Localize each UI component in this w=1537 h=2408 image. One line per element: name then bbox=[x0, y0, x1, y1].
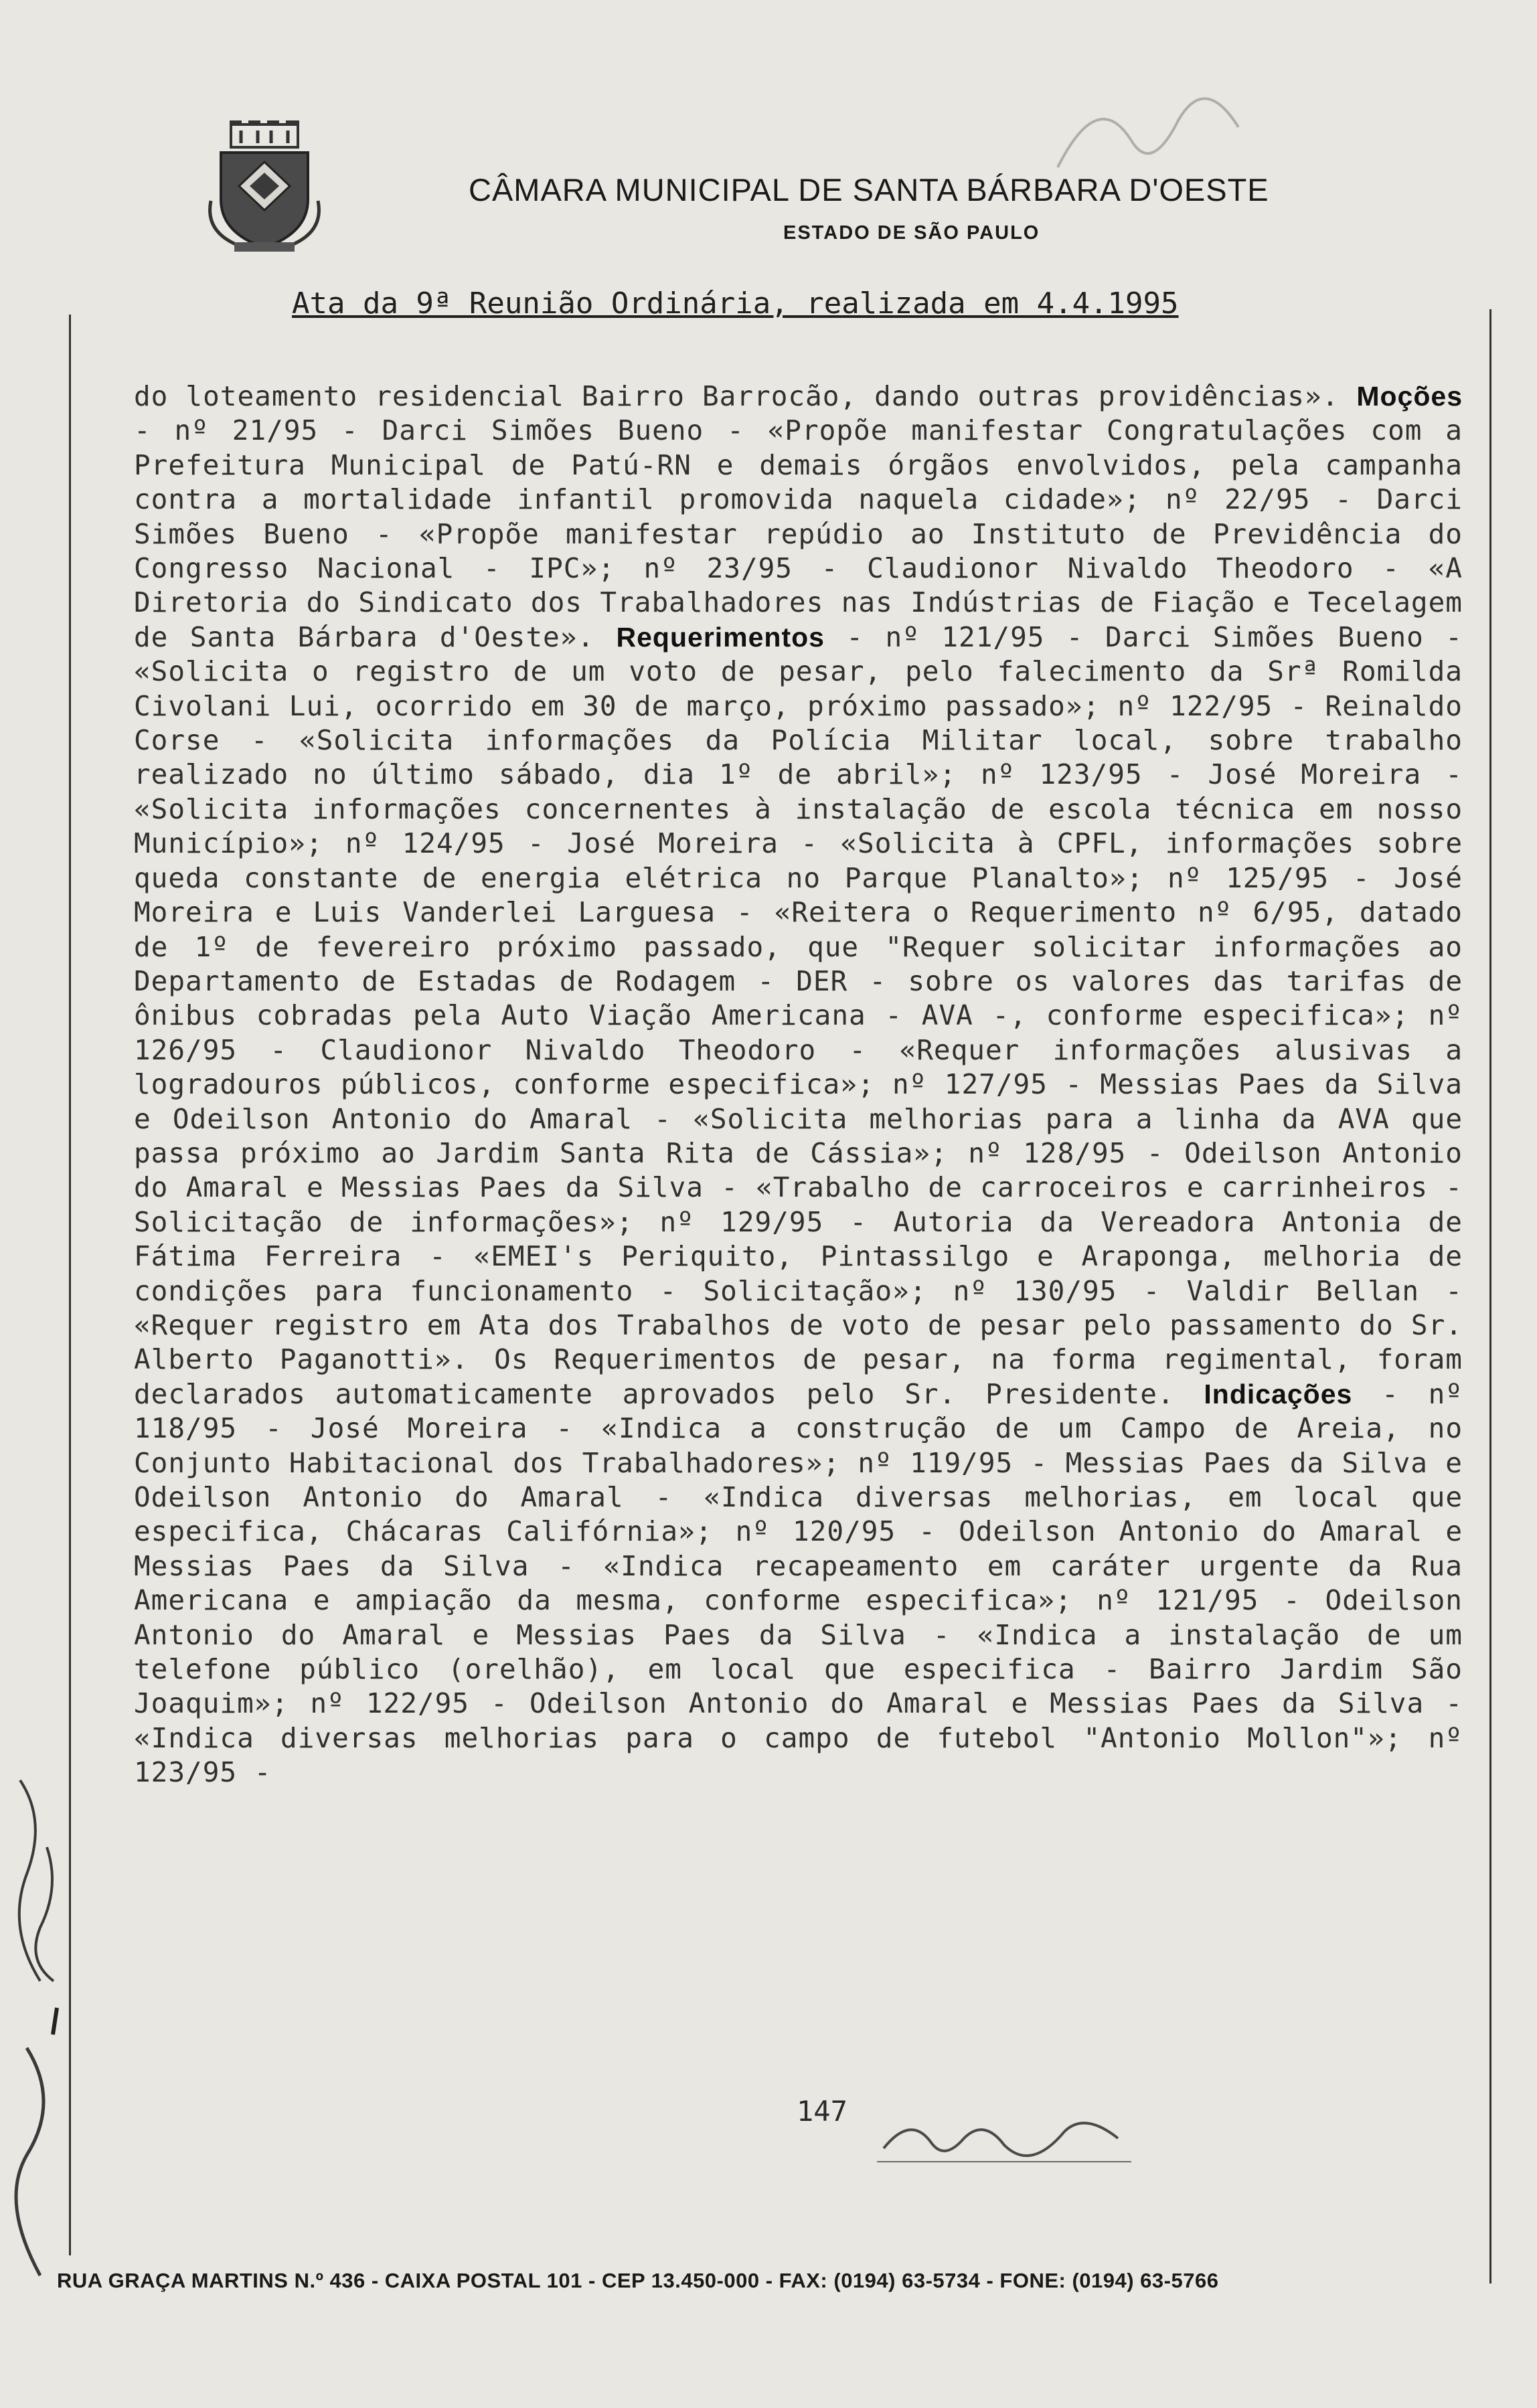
body-mocoes: - nº 21/95 - Darci Simões Bueno - «Propõe manifestar Congratulações com a Prefeitura Municipal de Patú-RN e demais órgãos envolvidos, pela campanha contra a mortalidade infantil promovida naquela cidade»; nº 22/95 - Darci Simões Bueno - «Propõe manifestar repúdio ao Instituto de Previdência do Congresso Nacional - IPC»; nº 23/95 - Claudionor Nivaldo Theodoro - «A Diretoria do Sindicato dos Trabalhadores nas Indústrias de Fiação e Tecelagem de Santa Bárbara d'Oeste». bbox=[134, 414, 1463, 653]
body-intro: do loteamento residencial Bairro Barrocão, dando outras providências». bbox=[134, 380, 1357, 412]
body-requerimentos: - nº 121/95 - Darci Simões Bueno - «Solicita o registro de um voto de pesar, pelo falecimento da Srª Romilda Civolani Lui, ocorrido em 30 de março, próximo passado»; nº 122/95 - Reinaldo Corse - «Solicita informações da Polícia Militar local, sobre trabalho realizado no último sábado, dia 1º de abril»; nº 123/95 - José Moreira - «Solicita informações concernentes à instalação de escola técnica em nosso Município»; nº 124/95 - José Moreira - «Solicita à CPFL, informações sobre queda constante de energia elétrica no Parque Planalto»; nº 125/95 - José Moreira e Luis Vanderlei Larguesa - «Reitera o Requerimento nº 6/95, datado de 1º de fevereiro próximo passado, que "Requer solicitar informações ao Departamento de Estadas de Rodagem - DER - sobre os valores das tarifas de ônibus cobradas pela Auto Viação Americana - AVA -, conforme especifica»; nº 126/95 - Claudionor Nivaldo Theodoro - «Requer informações alusivas a logradouros públicos, conforme especifica»; nº 127/95 - Messias Paes da Silva e Odeilson Antonio do Amaral - «Solicita melhorias para a linha da AVA que passa próximo ao Jardim Santa Rita de Cássia»; nº 128/95 - Odeilson Antonio do Amaral e Messias Paes da Silva - «Trabalho de carroceiros e carrinheiros - Solicitação de informações»; nº 129/95 - Autoria da Vereadora Antonia de Fátima Ferreira - «EMEI's Periquito, Pintassilgo e Araponga, melhoria de condições para funcionamento - Solicitação»; nº 130/95 - Valdir Bellan - «Requer registro em Ata dos Trabalhos de voto de pesar pelo passamento do Sr. Alberto Paganotti». Os Requerimentos de pesar, na forma regimental, foram declarados automaticamente aprovados pelo Sr. Presidente. bbox=[134, 620, 1463, 1410]
margin-signatures bbox=[0, 1767, 74, 2289]
page-number: 147 bbox=[797, 2095, 847, 2128]
body-indicacoes: - nº 118/95 - José Moreira - «Indica a construção de um Campo de Areia, no Conjunto Habitacional dos Trabalhadores»; nº 119/95 - Messias Paes da Silva e Odeilson Antonio do Amaral - «Indica diversas melhorias, em local que especifica, Chácaras Califórnia»; nº 120/95 - Odeilson Antonio do Amaral e Messias Paes da Silva - «Indica recapeamento em caráter urgente da Rua Americana e ampiação da mesma, conforme especifica»; nº 121/95 - Odeilson Antonio do Amaral e Messias Paes da Silva - «Indica a instalação de um telefone público (orelhão), em local que especifica - Bairro Jardim São Joaquim»; nº 122/95 - Odeilson Antonio do Amaral e Messias Paes da Silva - «Indica diversas melhorias para o campo de futebol "Antonio Mollon"»; nº 123/95 - bbox=[134, 1377, 1463, 1789]
signature-scribble-bottom bbox=[870, 2101, 1151, 2175]
minutes-body bbox=[134, 379, 1463, 1790]
footer-address: RUA GRAÇA MARTINS N.º 436 - CAIXA POSTAL 101 - CEP 13.450-000 - FAX: (0194) 63-5734 - FONE: (0194) 63-5766 bbox=[57, 2269, 1219, 2292]
section-heading-mocoes: Moções bbox=[1356, 381, 1463, 412]
margin-rule-right bbox=[1489, 309, 1491, 2284]
minutes-subject: Ata da 9ª Reunião Ordinária, realizada em 4.4.1995 bbox=[292, 286, 1179, 321]
signature-scribble-top bbox=[1044, 60, 1285, 194]
section-heading-indicacoes: Indicações bbox=[1204, 1378, 1353, 1409]
section-heading-requerimentos: Requerimentos bbox=[616, 621, 825, 653]
institution-title: CÂMARA MUNICIPAL DE SANTA BÁRBARA D'OESTE bbox=[469, 172, 1269, 207]
municipal-coat-of-arms-icon bbox=[204, 120, 325, 254]
bleed-through-mark bbox=[1004, 257, 1022, 289]
institution-state: ESTADO DE SÃO PAULO bbox=[783, 222, 1040, 244]
